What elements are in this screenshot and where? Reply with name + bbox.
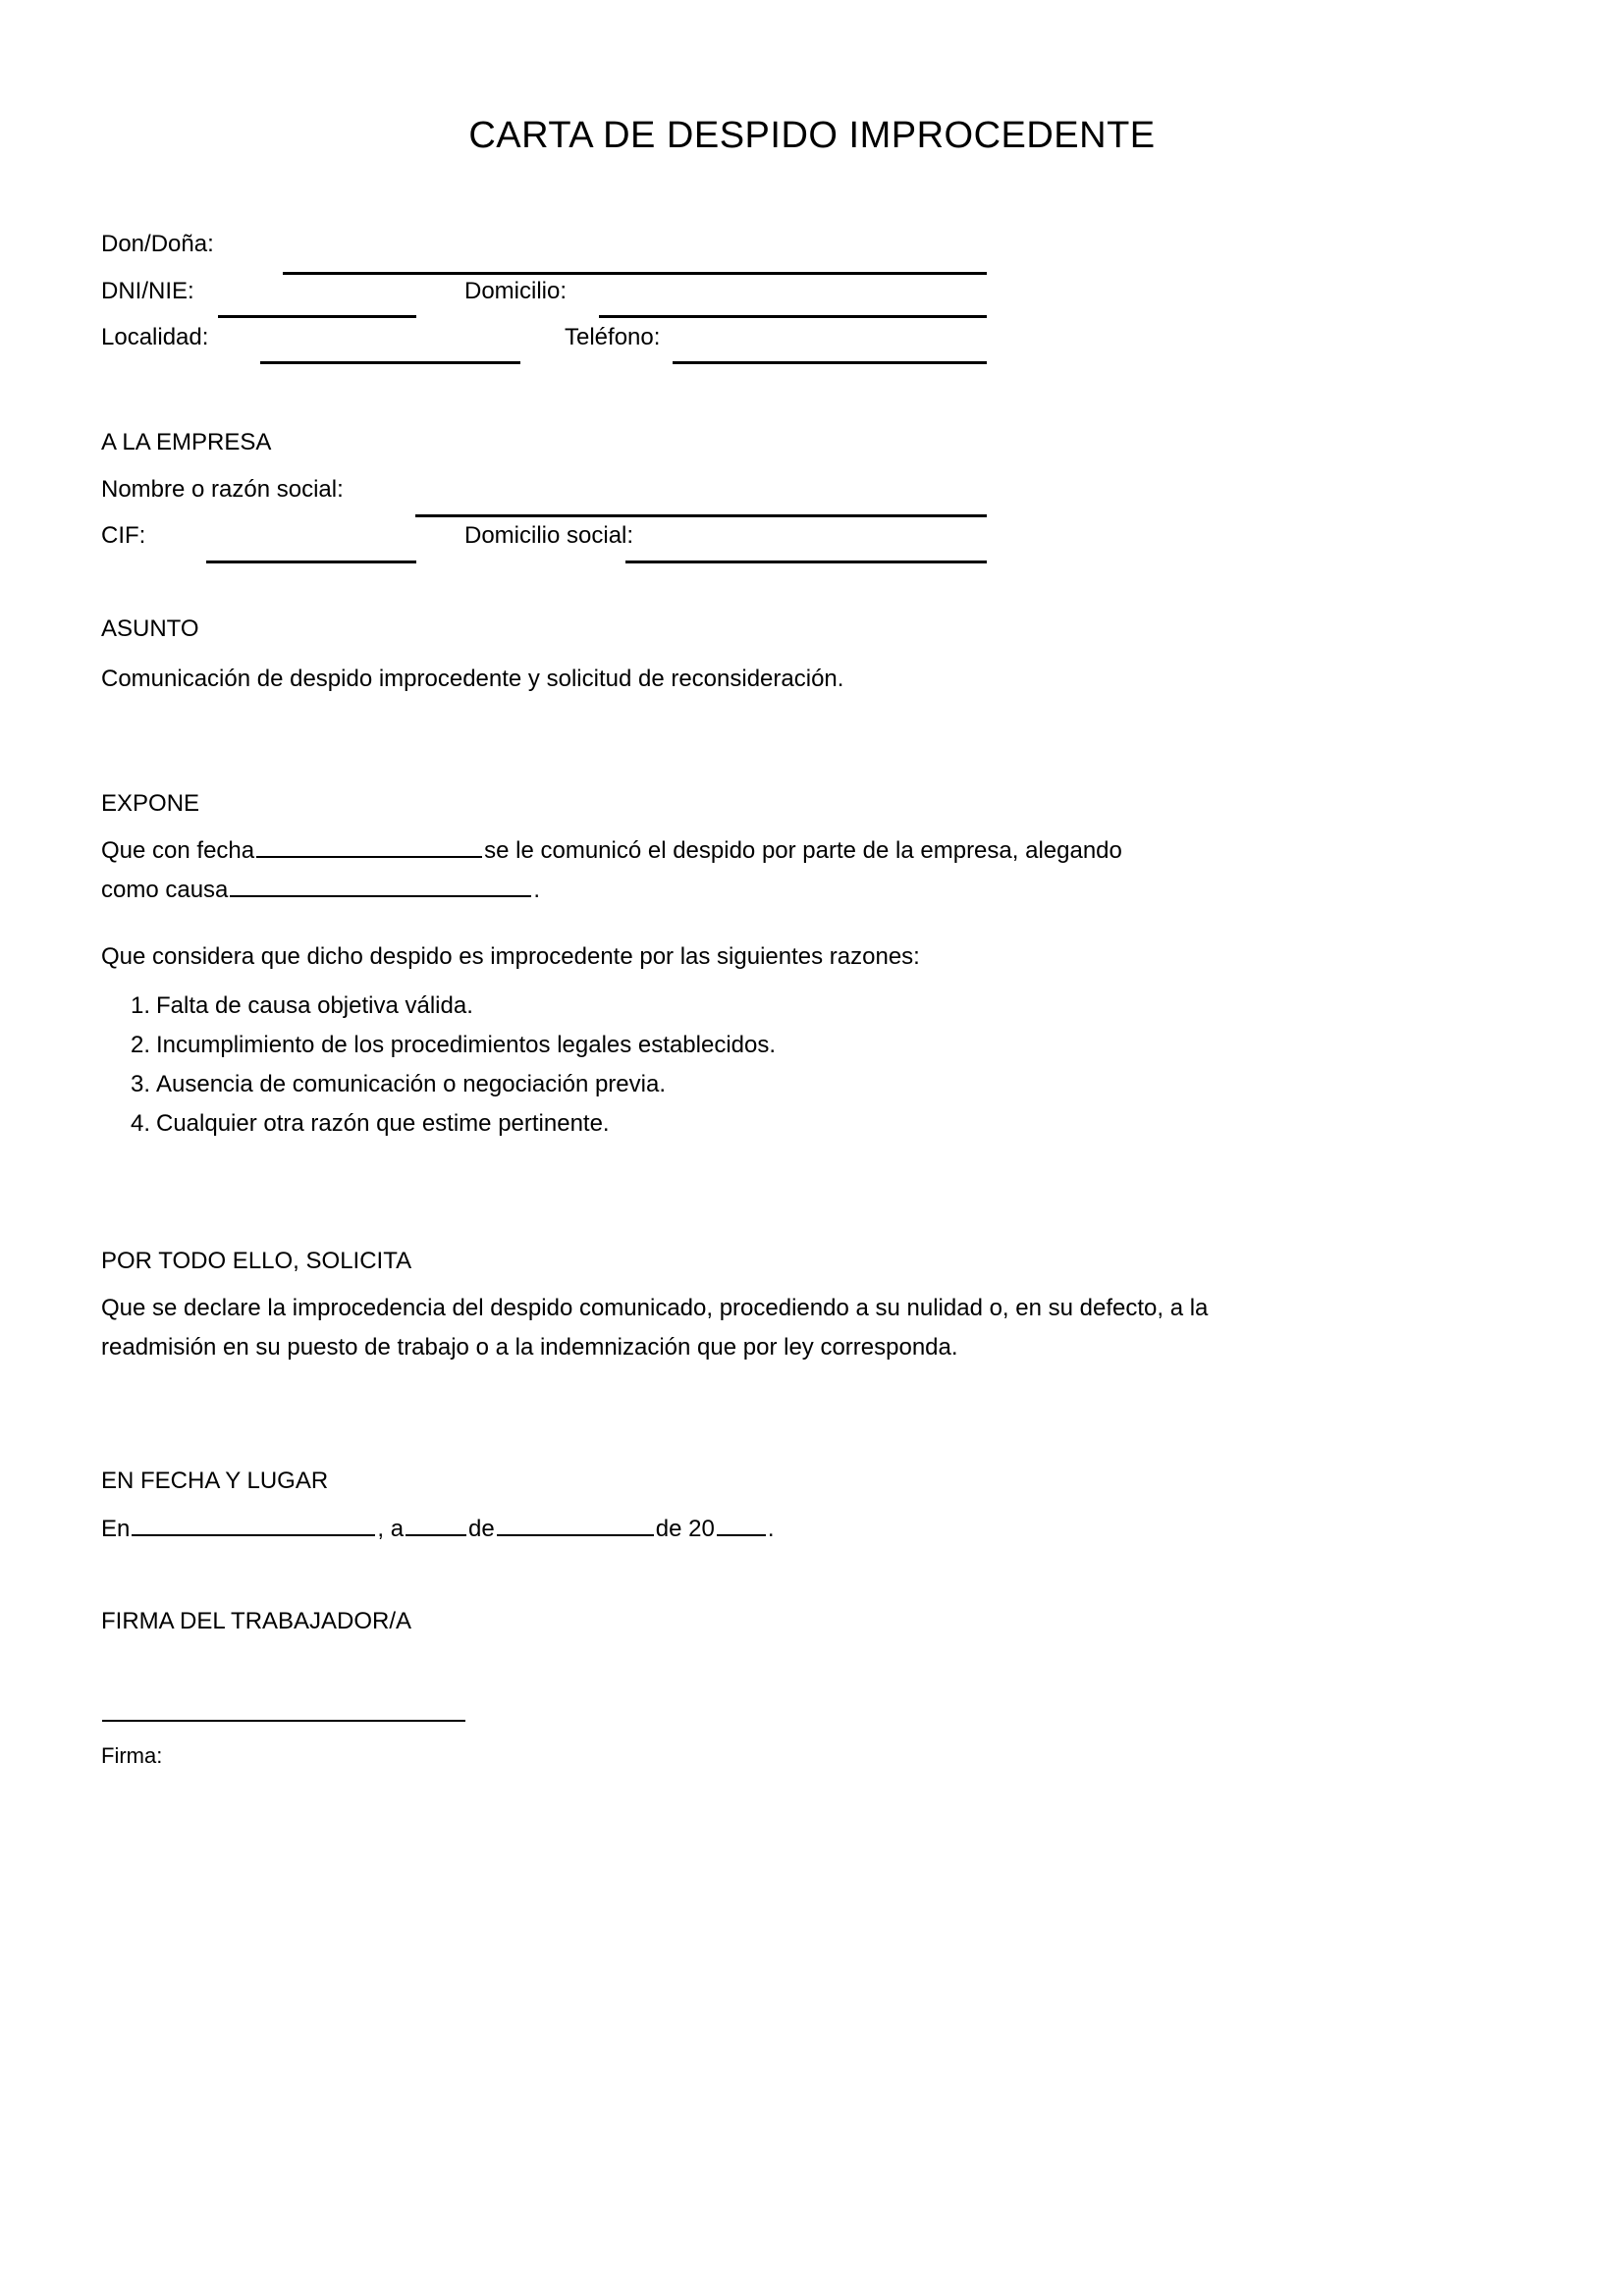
blank-anio[interactable] <box>717 1515 766 1536</box>
list-item <box>131 991 473 1021</box>
label-dni: DNI/NIE: <box>101 278 194 304</box>
list-item <box>131 1031 776 1060</box>
list-item-number: 3. <box>131 1071 151 1097</box>
fecha-lugar-period: . <box>767 1516 775 1542</box>
field-telefono[interactable] <box>673 361 987 364</box>
expone-line2-post: . <box>533 877 541 903</box>
heading-expone: EXPONE <box>101 790 200 817</box>
heading-firma-trabajador: FIRMA DEL TRABAJADOR/A <box>101 1608 412 1634</box>
solicita-line-2: readmisión en su puesto de trabajo o a la indemnización que por ley corresponda. <box>101 1334 958 1361</box>
label-telefono: Teléfono: <box>565 324 661 350</box>
list-item <box>131 1070 666 1099</box>
list-item-number: 4. <box>131 1110 151 1137</box>
expone-line-2 <box>101 871 540 910</box>
label-domicilio: Domicilio: <box>464 278 568 304</box>
blank-causa-despido[interactable] <box>230 876 531 897</box>
label-razon-social: Nombre o razón social: <box>101 476 344 503</box>
fecha-lugar-de-1: de <box>468 1516 495 1542</box>
list-item-number: 1. <box>131 992 151 1019</box>
page-title: CARTA DE DESPIDO IMPROCEDENTE <box>468 115 1156 156</box>
expone-line2-pre: como causa <box>101 877 229 903</box>
label-domicilio-social: Domicilio social: <box>464 522 634 549</box>
field-nombre-trabajador[interactable] <box>283 272 987 275</box>
blank-lugar[interactable] <box>132 1515 375 1536</box>
label-nombre-trabajador: Don/Doña: <box>101 231 214 257</box>
field-razon-social[interactable] <box>415 514 987 517</box>
heading-a-la-empresa: A LA EMPRESA <box>101 429 272 455</box>
list-item-number: 2. <box>131 1032 151 1058</box>
expone-line1-post: se le comunicó el despido por parte de la empresa, alegando <box>484 837 1122 864</box>
label-firma: Firma: <box>101 1743 163 1768</box>
list-item <box>131 1109 610 1139</box>
field-domicilio-social[interactable] <box>625 561 987 563</box>
blank-fecha-despido[interactable] <box>256 836 482 858</box>
blank-mes[interactable] <box>497 1515 654 1536</box>
field-dni[interactable] <box>218 315 416 318</box>
expone-line1-pre: Que con fecha <box>101 837 255 864</box>
list-item-label: Cualquier otra razón que estime pertinente. <box>156 1110 610 1137</box>
field-cif[interactable] <box>206 561 416 563</box>
heading-asunto: ASUNTO <box>101 615 199 642</box>
solicita-line-1: Que se declare la improcedencia del despido comunicado, procediendo a su nulidad o, en su defecto, a la <box>101 1295 1209 1321</box>
blank-dia[interactable] <box>406 1515 466 1536</box>
field-value-nombre-trabajador[interactable] <box>287 242 987 270</box>
field-localidad[interactable] <box>260 361 520 364</box>
expone-intro-razones: Que considera que dicho despido es improcedente por las siguientes razones: <box>101 943 920 970</box>
label-cif: CIF: <box>101 522 146 549</box>
heading-fecha-lugar: EN FECHA Y LUGAR <box>101 1468 329 1494</box>
fecha-lugar-line <box>101 1510 774 1549</box>
label-localidad: Localidad: <box>101 324 209 350</box>
list-item-label: Ausencia de comunicación o negociación previa. <box>156 1071 666 1097</box>
fecha-lugar-de-20: de 20 <box>655 1516 715 1542</box>
signature-line[interactable] <box>102 1720 465 1722</box>
field-domicilio[interactable] <box>599 315 987 318</box>
expone-line-1 <box>101 831 1122 871</box>
list-item-label: Incumplimiento de los procedimientos legales establecidos. <box>156 1032 777 1058</box>
list-item-label: Falta de causa objetiva válida. <box>156 992 473 1019</box>
fecha-lugar-comma-a: , a <box>377 1516 405 1542</box>
heading-solicita: POR TODO ELLO, SOLICITA <box>101 1248 412 1274</box>
fecha-lugar-en: En <box>101 1516 131 1542</box>
asunto-text: Comunicación de despido improcedente y solicitud de reconsideración. <box>101 666 844 692</box>
